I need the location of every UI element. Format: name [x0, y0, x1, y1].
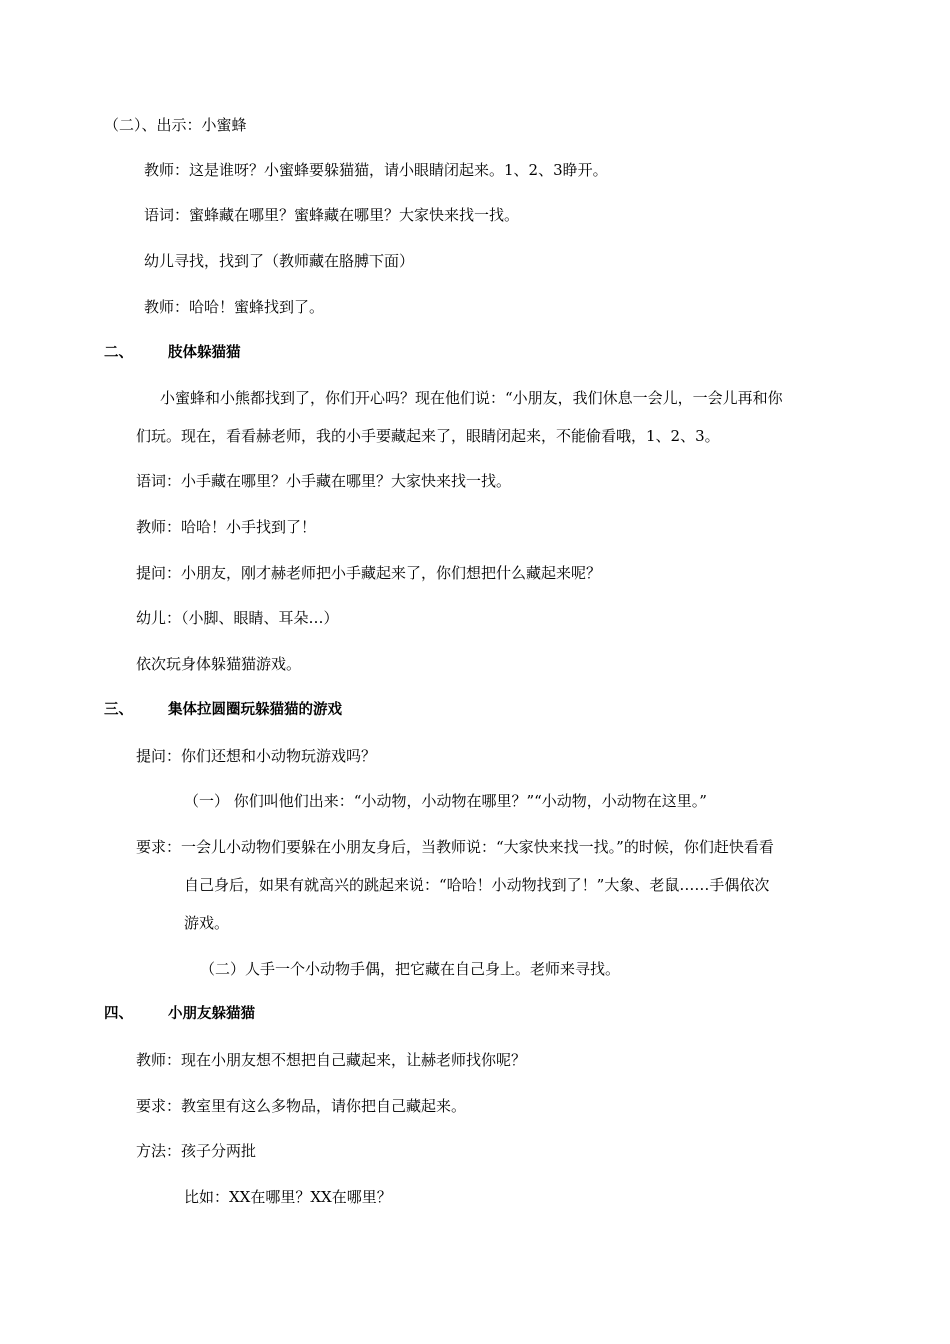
paragraph-line: （二）人手一个小动物手偶，把它藏在自己身上。老师来寻找。 [200, 960, 621, 978]
paragraph-line: 教师：哈哈！蜜蜂找到了。 [144, 298, 325, 316]
paragraph-line: （一） 你们叫他们出来：“小动物，小动物在哪里？”“小动物，小动物在这里。” [184, 792, 707, 810]
paragraph-line: 自己身后，如果有就高兴的跳起来说：“哈哈！小动物找到了！”大象、老鼠……手偶依次 [184, 876, 770, 894]
paragraph-line: 幼儿寻找，找到了（教师藏在胳膊下面） [144, 252, 415, 270]
paragraph-line: 游戏。 [184, 914, 230, 932]
paragraph-line: 幼儿：（小脚、眼睛、耳朵…） [136, 609, 339, 627]
paragraph-line: 提问：小朋友，刚才赫老师把小手藏起来了，你们想把什么藏起来呢？ [136, 564, 602, 582]
paragraph-line: 提问：你们还想和小动物玩游戏吗？ [136, 747, 377, 765]
paragraph-line: 语词：蜜蜂藏在哪里？蜜蜂藏在哪里？大家快来找一找。 [144, 206, 520, 224]
section-heading: 集体拉圆圈玩躲猫猫的游戏 [168, 702, 342, 718]
paragraph-line: 语词：小手藏在哪里？小手藏在哪里？大家快来找一找。 [136, 472, 512, 490]
paragraph-line: 小蜜蜂和小熊都找到了，你们开心吗？现在他们说：“小朋友，我们休息一会儿，一会儿再和你 [160, 389, 783, 407]
paragraph-line: 要求：教室里有这么多物品，请你把自己藏起来。 [136, 1097, 467, 1115]
section-number: 三、 [104, 702, 133, 718]
section-heading: 肢体躲猫猫 [168, 345, 241, 361]
paragraph-line: 方法：孩子分两批 [136, 1142, 257, 1160]
paragraph-line: 要求：一会儿小动物们要躲在小朋友身后，当教师说：“大家快来找一找。”的时候，你们赶快看看 [136, 838, 774, 856]
section-number: 四、 [104, 1006, 133, 1022]
paragraph-line: 教师：现在小朋友想不想把自己藏起来，让赫老师找你呢？ [136, 1051, 527, 1069]
paragraph-line: 教师：哈哈！小手找到了！ [136, 518, 317, 536]
paragraph-line: 教师：这是谁呀？小蜜蜂要躲猫猫，请小眼睛闭起来。1、2、3睁开。 [144, 161, 608, 179]
paragraph-line: 们玩。现在，看看赫老师，我的小手要藏起来了，眼睛闭起来，不能偷看哦，1、2、3。 [136, 427, 720, 445]
section-heading: 小朋友躲猫猫 [168, 1006, 255, 1022]
section-number: 二、 [104, 345, 133, 361]
section-subtitle: （二）、出示：小蜜蜂 [104, 116, 247, 134]
paragraph-line: 比如：XX在哪里？XX在哪里？ [184, 1188, 392, 1206]
paragraph-line: 依次玩身体躲猫猫游戏。 [136, 655, 302, 673]
